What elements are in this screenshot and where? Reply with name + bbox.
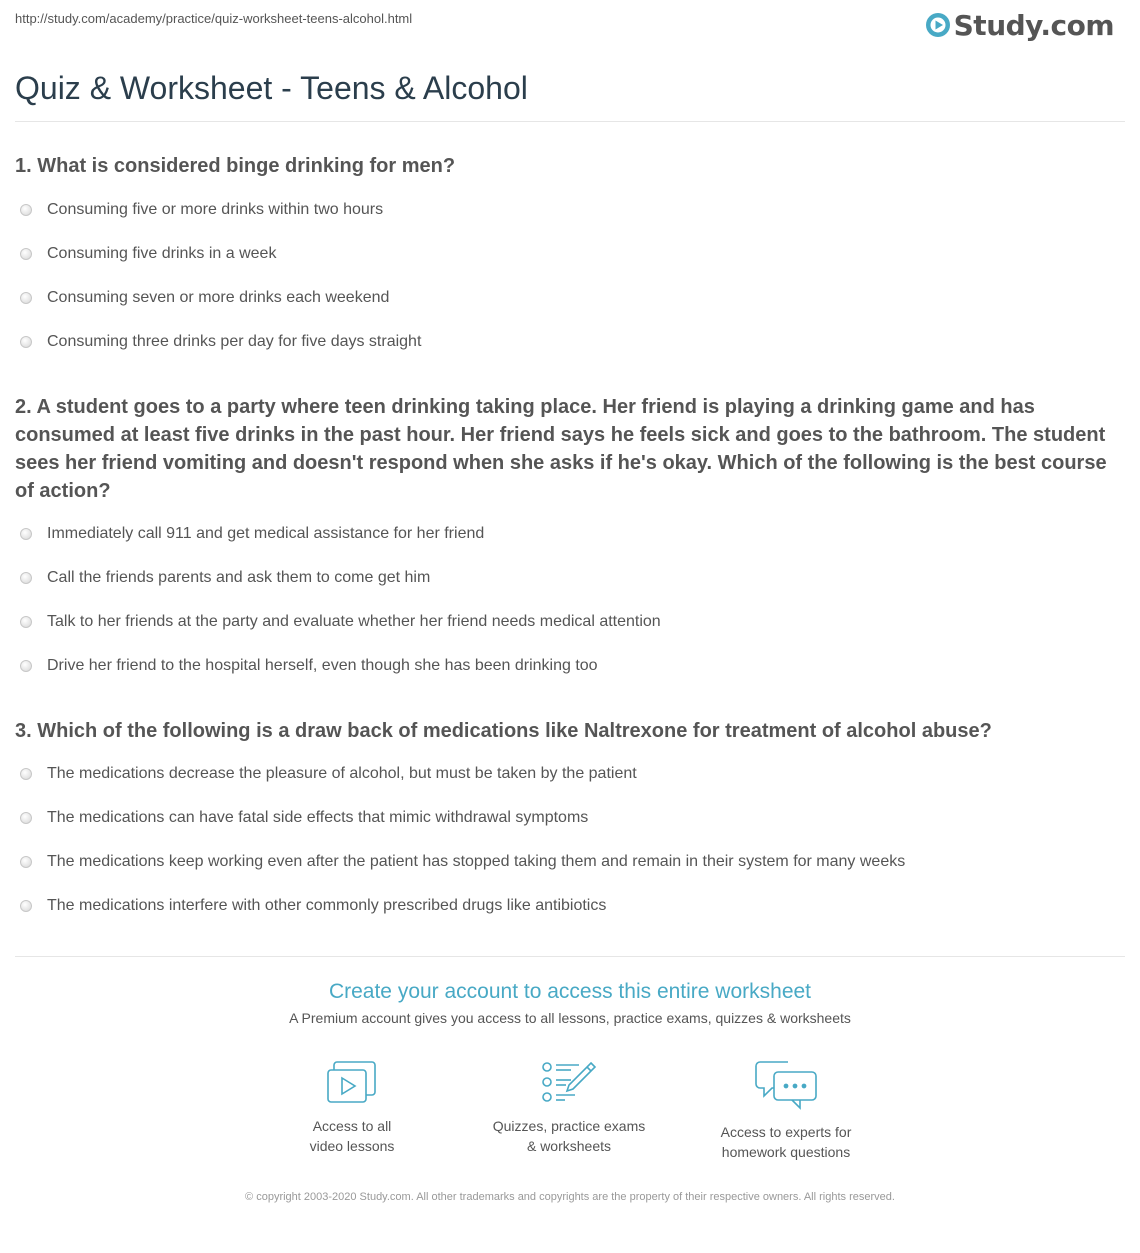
radio-button[interactable] <box>20 204 32 216</box>
video-lessons-icon <box>326 1060 378 1104</box>
study-logo[interactable] <box>925 5 1114 45</box>
page-url: http://study.com/academy/practice/quiz-worksheet-teens-alcohol.html <box>15 11 413 26</box>
answer-option[interactable] <box>20 895 606 917</box>
answer-option[interactable] <box>20 763 637 785</box>
answer-label: Consuming five drinks in a week <box>47 245 277 262</box>
radio-button[interactable] <box>20 660 32 672</box>
cta-divider <box>15 956 1125 957</box>
radio-button[interactable] <box>20 616 32 628</box>
answer-option[interactable] <box>20 523 484 545</box>
radio-button[interactable] <box>20 900 32 912</box>
answer-label: The medications interfere with other commonly prescribed drugs like antibiotics <box>47 897 607 914</box>
question-1: 1. What is considered binge drinking for men? <box>15 155 456 177</box>
answer-option[interactable] <box>20 331 421 353</box>
radio-button[interactable] <box>20 856 32 868</box>
answer-label: Consuming five or more drinks within two hours <box>47 201 384 218</box>
copyright-notice: © copyright 2003-2020 Study.com. All other trademarks and copyrights are the property of their respective owners. All rights reserved. <box>245 1191 895 1203</box>
feature-experts <box>686 1060 886 1162</box>
feature-label: Quizzes, practice exams & worksheets <box>492 1118 646 1154</box>
question-2: 2. A student goes to a party where teen drinking taking place. Her friend is playing a drinking game and has consumed at least five drinks in the past hour. Her friend says he feels sick and goes to the bathroom. The student sees her friend vomiting and doesn't respond when she asks if he's okay. Which of the following is the best course of action? <box>15 396 1107 502</box>
radio-button[interactable] <box>20 336 32 348</box>
quizzes-checklist-icon <box>541 1060 597 1104</box>
radio-button[interactable] <box>20 768 32 780</box>
answer-option[interactable] <box>20 243 276 265</box>
chat-experts-icon <box>754 1060 818 1110</box>
answer-label: Consuming three drinks per day for five days straight <box>47 333 422 350</box>
answer-option[interactable] <box>20 611 661 633</box>
play-logo-icon <box>925 12 951 38</box>
title-divider <box>15 121 1125 122</box>
answer-option[interactable] <box>20 567 430 589</box>
answer-option[interactable] <box>20 199 383 221</box>
answer-option[interactable] <box>20 807 588 829</box>
radio-button[interactable] <box>20 812 32 824</box>
answer-option[interactable] <box>20 655 598 677</box>
create-account-link[interactable]: Create your account to access this entire worksheet <box>328 980 812 1003</box>
answer-label: Talk to her friends at the party and evaluate whether her friend needs medical attention <box>47 613 661 630</box>
answer-label: The medications can have fatal side effects that mimic withdrawal symptoms <box>47 809 589 826</box>
feature-label: Access to all video lessons <box>309 1118 395 1154</box>
feature-quizzes <box>469 1060 669 1156</box>
answer-option[interactable] <box>20 851 905 873</box>
feature-label: Access to experts for homework questions <box>720 1124 852 1160</box>
answer-label: Call the friends parents and ask them to come get him <box>47 569 431 586</box>
radio-button[interactable] <box>20 528 32 540</box>
radio-button[interactable] <box>20 248 32 260</box>
answer-option[interactable] <box>20 287 389 309</box>
cta-subtitle: A Premium account gives you access to all lessons, practice exams, quizzes & worksheets <box>289 1010 851 1026</box>
radio-button[interactable] <box>20 292 32 304</box>
feature-video-lessons <box>252 1060 452 1156</box>
answer-label: The medications decrease the pleasure of alcohol, but must be taken by the patient <box>47 765 637 782</box>
answer-label: Consuming seven or more drinks each weekend <box>47 289 390 306</box>
answer-label: Immediately call 911 and get medical assistance for her friend <box>47 525 485 542</box>
page-title: Quiz & Worksheet - Teens & Alcohol <box>15 70 528 106</box>
answer-label: The medications keep working even after the patient has stopped taking them and remain in their system for many weeks <box>47 853 906 870</box>
radio-button[interactable] <box>20 572 32 584</box>
question-3: 3. Which of the following is a draw back of medications like Naltrexone for treatment of alcohol abuse? <box>15 720 992 742</box>
answer-label: Drive her friend to the hospital herself, even though she has been drinking too <box>47 657 598 674</box>
logo-text: Study.com <box>953 8 1114 42</box>
